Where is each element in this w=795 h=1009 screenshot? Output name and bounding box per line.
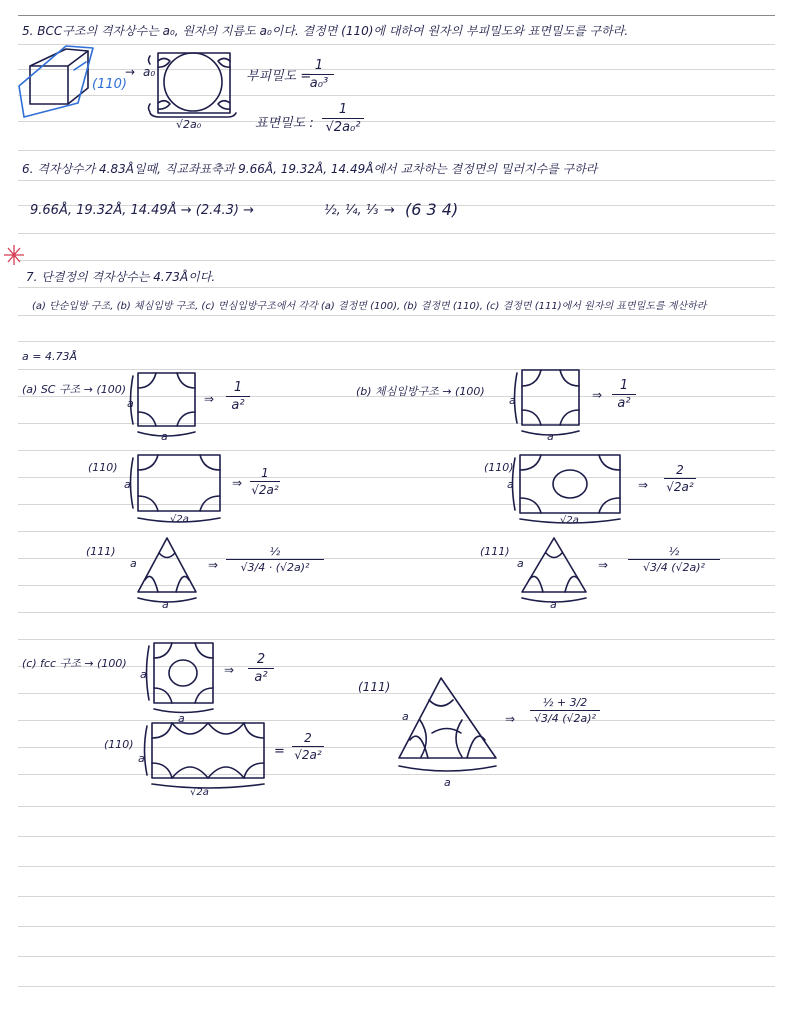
problem5-edge-a0: a₀ [143,65,156,79]
numerator: 2 [304,731,312,745]
implies-arrow: ⇒ [224,663,235,677]
sc-110-fraction [250,466,280,497]
edge-a-label: a [138,752,145,765]
bcc-111-label: (111) [480,545,510,558]
problem6-answer-fractions: ½, ¼, ⅓ [324,203,379,218]
implies-arrow: ⇒ [638,478,649,492]
edge-a-label: a [161,430,168,443]
numerator: 2 [256,652,266,667]
edge-a-label: a [517,557,524,570]
problem5-surface-label: 표면밀도 : [255,116,314,131]
edge-a-label: a [547,430,554,443]
fcc-100-fraction [248,652,274,685]
lattice-value: a = 4.73Å [22,350,77,363]
problem5-edge-sqrt2: √2a₀ [176,118,202,131]
fcc-111-label: (111) [358,680,391,694]
fcc-110-label: (110) [104,738,134,751]
problem5-volume-label: 부피밀도 = [246,69,312,84]
problem5-plane-label: (110) [92,77,127,92]
problem6-answer-result: (6 3 4) [405,200,459,219]
numerator: ½ [269,545,281,558]
edge-a-label: a [140,668,147,681]
implies-arrow: ⇒ [232,476,243,490]
bcc-111-sketch [522,538,586,602]
sc-100-fraction [226,380,250,413]
numerator: 1 [233,380,243,395]
numerator: 2 [676,463,684,477]
denominator: √2a² [251,483,279,497]
bcc-110-fraction [664,463,696,494]
fcc-110-fraction [292,731,324,762]
problem7-subline: (a) 단순입방 구조, (b) 체심입방 구조, (c) 면심입방구조에서 각각 (a) 결정면 (100), (b) 결정면 (110), (c) 결정면 (111)에서 원자의 표면밀도를 계산하라 [32,301,707,312]
denominator: √3/4 (√2a)² [534,712,596,725]
numerator: 1 [261,466,269,480]
denominator: √2a² [666,480,694,494]
arrow: → [125,65,136,79]
fcc-111-fraction [530,696,600,725]
denominator: √2a₀² [325,120,361,135]
problem5-statement: 5. BCC구조의 격자상수는 a₀, 원자의 지름도 a₀이다. 결정면 (110)에 대하여 원자의 부피밀도와 표면밀도를 구하라. [22,24,629,38]
sc-111-label: (111) [86,545,116,558]
sc-100-sketch [131,373,196,436]
numerator: ½ + 3/2 [542,696,588,709]
denominator: √3/4 · (√2a)² [240,561,310,574]
numerator: 1 [619,378,629,393]
problem5-volume-fraction [304,58,334,91]
bcc-110-label: (110) [484,461,514,474]
edge-a-label: a [507,478,514,491]
implies-arrow: ⇒ [598,558,609,572]
numerator: 1 [314,58,324,73]
bcc-100-sketch [515,370,580,435]
fcc-111-sketch [399,678,496,771]
bcc-111-fraction [628,545,720,574]
sc-110-label: (110) [88,461,118,474]
edge-sqrt2a-label: √2a [190,787,209,798]
denominator: √3/4 (√2a)² [643,561,705,574]
problem7-statement: 7. 단결정의 격자상수는 4.73Å이다. [26,270,216,284]
edge-a-label: a [162,598,169,611]
edge-sqrt2a-label: √2a [170,514,189,525]
bcc-110-sketch [513,455,621,523]
bcc-100-fraction [612,378,636,411]
edge-a-label: a [130,557,137,570]
equals-sign: = [274,744,285,759]
bcc-100-label: (b) 체심입방구조 → (100) [356,385,485,398]
fcc-100-label: (c) fcc 구조 → (100) [22,657,127,670]
edge-a-label: a [444,776,451,789]
edge-a-label: a [550,598,557,611]
denominator: √2a² [294,748,322,762]
problem6-statement: 6. 격자상수가 4.83Å일때, 직교좌표축과 9.66Å, 19.32Å, 14.49Å에서 교차하는 결정면의 밀러지수를 구하라 [22,162,598,176]
star-mark [4,245,24,265]
edge-a-label: a [178,712,185,725]
numerator: 1 [338,102,348,117]
fcc-100-sketch [147,643,214,713]
problem6-answer-prefix: 9.66Å, 19.32Å, 14.49Å → (2.4.3) → [30,203,254,218]
denominator: a² [231,398,245,413]
edge-a-label: a [402,710,409,723]
edge-sqrt2a-label: √2a [560,515,579,526]
problem6-answer-arrow: → [384,203,395,218]
implies-arrow: ⇒ [592,388,603,402]
sc-111-sketch [138,538,196,602]
numerator: ½ [668,545,680,558]
implies-arrow: ⇒ [208,558,219,572]
implies-arrow: ⇒ [505,712,516,726]
problem5-surface-fraction [322,102,364,135]
sc-100-label: (a) SC 구조 → (100) [22,383,127,396]
denominator: a² [254,670,268,685]
implies-arrow: ⇒ [204,392,215,406]
edge-a-label: a [127,397,134,410]
edge-a-label: a [124,478,131,491]
denominator: a₀³ [309,76,329,91]
edge-a-label: a [509,394,516,407]
bcc-cube-sketch [19,46,93,117]
fcc-110-sketch [145,723,265,788]
sc-110-sketch [131,455,221,522]
sc-111-fraction [226,545,324,574]
bcc-110-plane-sketch [149,53,237,117]
denominator: a² [617,396,631,411]
